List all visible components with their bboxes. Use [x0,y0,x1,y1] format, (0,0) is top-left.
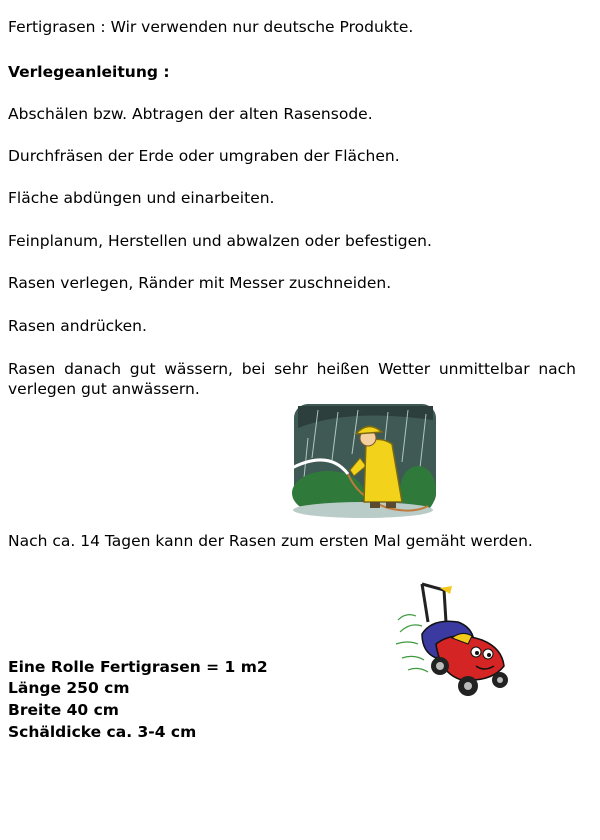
spec-roll: Eine Rolle Fertigrasen = 1 m2 [8,658,268,676]
step-5: Rasen verlegen, Ränder mit Messer zuschneiden. [8,274,392,292]
instructions-heading: Verlegeanleitung : [8,63,170,81]
lawn-mower-illustration [392,582,514,700]
intro-text: Fertigrasen : Wir verwenden nur deutsche Produkte. [8,18,414,36]
step-2: Durchfräsen der Erde oder umgraben der Flächen. [8,147,400,165]
step-1: Abschälen bzw. Abtragen der alten Rasensode. [8,105,373,123]
spec-width: Breite 40 cm [8,701,119,719]
step-7: Rasen danach gut wässern, bei sehr heißen Wetter unmittelbar nach verlegen gut anwässern. [8,360,576,398]
watering-illustration [288,398,438,520]
mowing-note: Nach ca. 14 Tagen kann der Rasen zum ersten Mal gemäht werden. [8,532,533,550]
spec-thickness: Schäldicke ca. 3-4 cm [8,723,197,741]
step-3: Fläche abdüngen und einarbeiten. [8,189,275,207]
step-6: Rasen andrücken. [8,317,147,335]
spec-length: Länge 250 cm [8,679,130,697]
step-4: Feinplanum, Herstellen und abwalzen oder befestigen. [8,232,432,250]
